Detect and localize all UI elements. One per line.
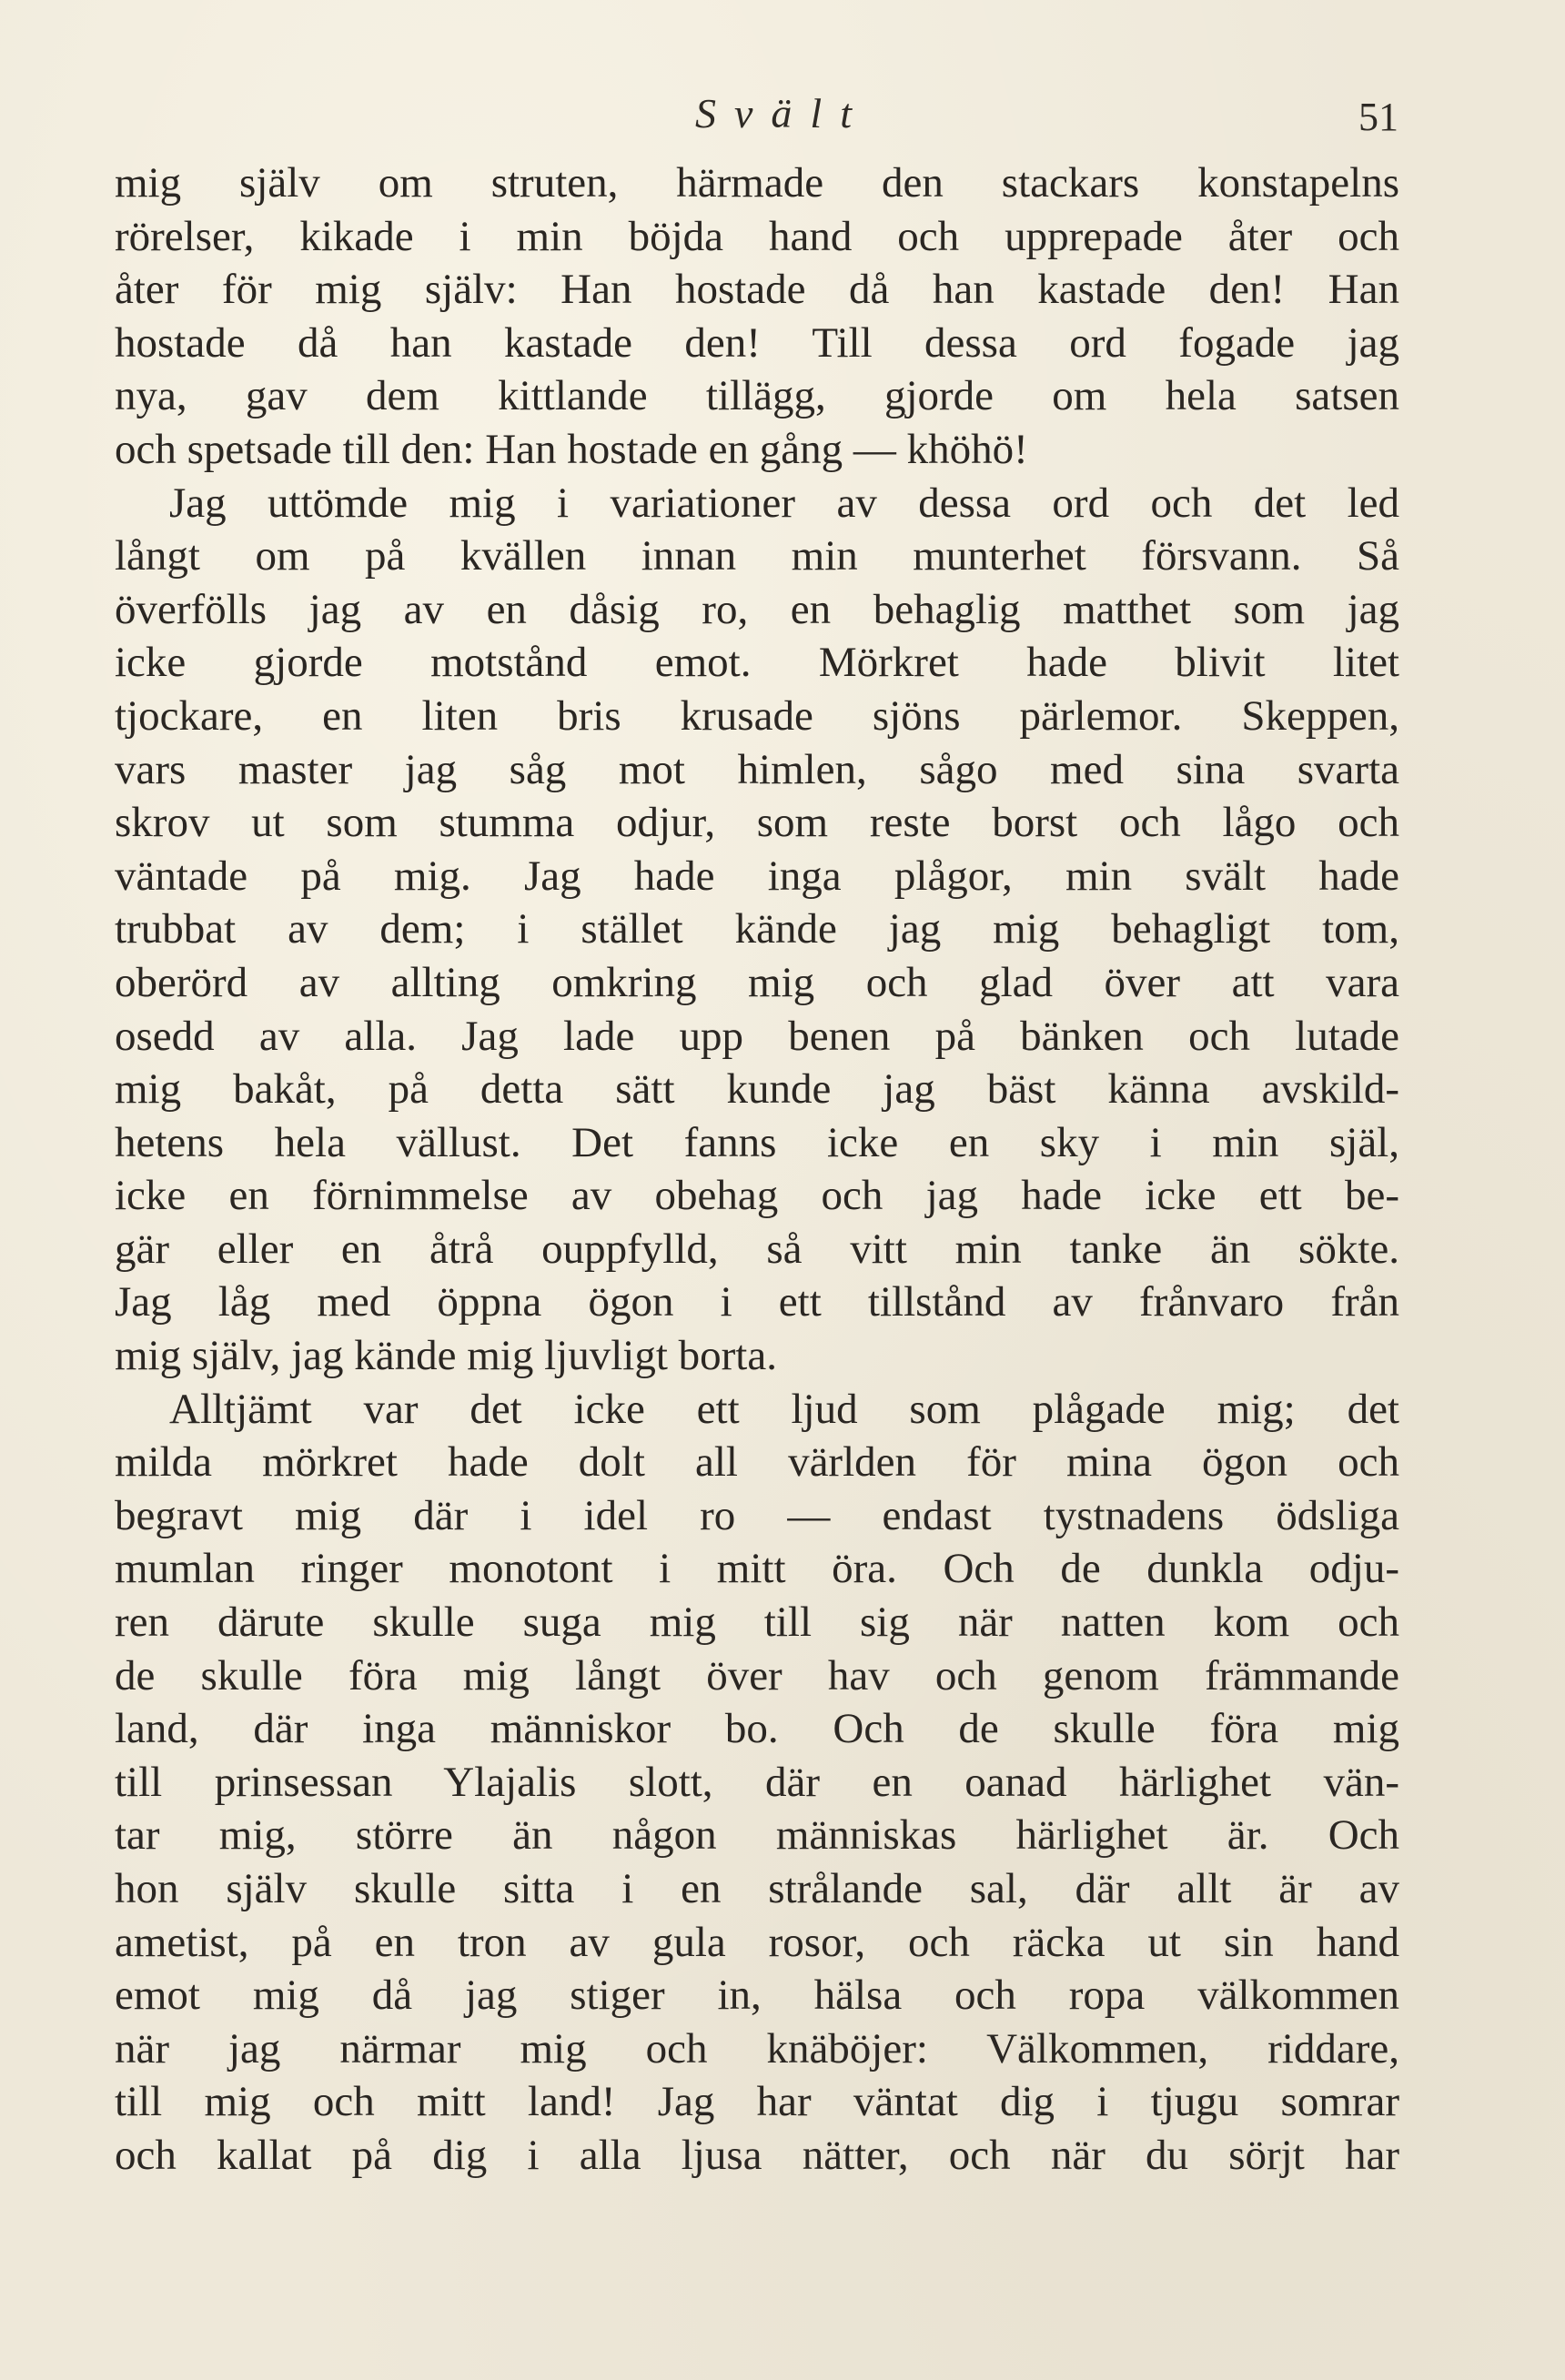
text-line: och spetsade till den: Han hostade en gång — khöhö!: [115, 425, 1028, 473]
text-line: långt om på kvällen innan min munterhet försvann. Så: [115, 532, 1399, 580]
text-line: väntade på mig. Jag hade inga plågor, min svält hade: [115, 852, 1399, 900]
text-line: skrov ut som stumma odjur, som reste borst och lågo och: [115, 799, 1399, 847]
text-line: hetens hela vällust. Det fanns icke en sky i min själ,: [115, 1118, 1399, 1166]
text-line: milda mörkret hade dolt all världen för mina ögon och: [115, 1438, 1399, 1487]
body-text: [115, 156, 1399, 2183]
text-line: trubbat av dem; i stället kände jag mig behagligt tom,: [115, 905, 1399, 953]
text-line: icke gjorde motstånd emot. Mörkret hade blivit litet: [115, 639, 1399, 687]
text-line: osedd av alla. Jag lade upp benen på bänken och lutade: [115, 1012, 1399, 1060]
text-line: tjockare, en liten bris krusade sjöns pärlemor. Skeppen,: [115, 691, 1399, 740]
text-line: till mig och mitt land! Jag har väntat dig i tjugu somrar: [115, 2078, 1399, 2126]
text-line: överfölls jag av en dåsig ro, en behaglig matthet som jag: [115, 585, 1399, 633]
text-line: ametist, på en tron av gula rosor, och räcka ut sin hand: [115, 1918, 1399, 1966]
page-number: 51: [1358, 95, 1398, 139]
text-line: ren därute skulle suga mig till sig när natten kom och: [115, 1598, 1399, 1647]
text-line: oberörd av allting omkring mig och glad över att vara: [115, 958, 1399, 1006]
text-line: och kallat på dig i alla ljusa nätter, och när du sörjt har: [115, 2131, 1399, 2179]
text-line: mumlan ringer monotont i mitt öra. Och de dunkla odju-: [115, 1545, 1399, 1593]
text-line: icke en förnimmelse av obehag och jag hade icke ett be-: [115, 1172, 1399, 1220]
running-title: Svält: [695, 90, 870, 136]
text-line: hon själv skulle sitta i en strålande sal, där allt är av: [115, 1865, 1399, 1912]
text-line: tar mig, större än någon människas härlighet är. Och: [115, 1811, 1399, 1860]
running-head: [0, 86, 1565, 141]
text-line: Jag låg med öppna ögon i ett tillstånd av frånvaro från: [115, 1278, 1399, 1326]
text-line: åter för mig själv: Han hostade då han kastade den! Han: [115, 266, 1399, 314]
text-line: mig själv, jag kände mig ljuvligt borta.: [115, 1332, 777, 1380]
text-line: begravt mig där i idel ro — endast tystnadens ödsliga: [115, 1491, 1399, 1539]
text-line: emot mig då jag stiger in, hälsa och ropa välkommen: [115, 1972, 1399, 2020]
text-line: mig bakåt, på detta sätt kunde jag bäst känna avskild-: [115, 1065, 1399, 1114]
paragraph-start-line: Jag uttömde mig i variationer av dessa ord och det led: [169, 479, 1399, 527]
text-line: de skulle föra mig långt över hav och genom främmande: [115, 1651, 1399, 1699]
text-line: rörelser, kikade i min böjda hand och upprepade åter och: [115, 212, 1399, 260]
text-line: land, där inga människor bo. Och de skulle föra mig: [115, 1705, 1399, 1753]
text-line: hostade då han kastade den! Till dessa ord fogade jag: [115, 318, 1399, 367]
text-line: till prinsessan Ylajalis slott, där en oanad härlighet vän-: [115, 1758, 1399, 1806]
text-line: när jag närmar mig och knäböjer: Välkommen, riddare,: [115, 2024, 1399, 2072]
text-line: vars master jag såg mot himlen, sågo med sina svarta: [115, 745, 1399, 793]
text-line: nya, gav dem kittlande tillägg, gjorde om hela satsen: [115, 372, 1399, 420]
text-line: gär eller en åtrå ouppfylld, så vitt min tanke än sökte.: [115, 1225, 1399, 1273]
paragraph-start-line: Alltjämt var det icke ett ljud som plågade mig; det: [169, 1385, 1399, 1433]
text-line: mig själv om struten, härmade den stackars konstapelns: [115, 159, 1399, 207]
